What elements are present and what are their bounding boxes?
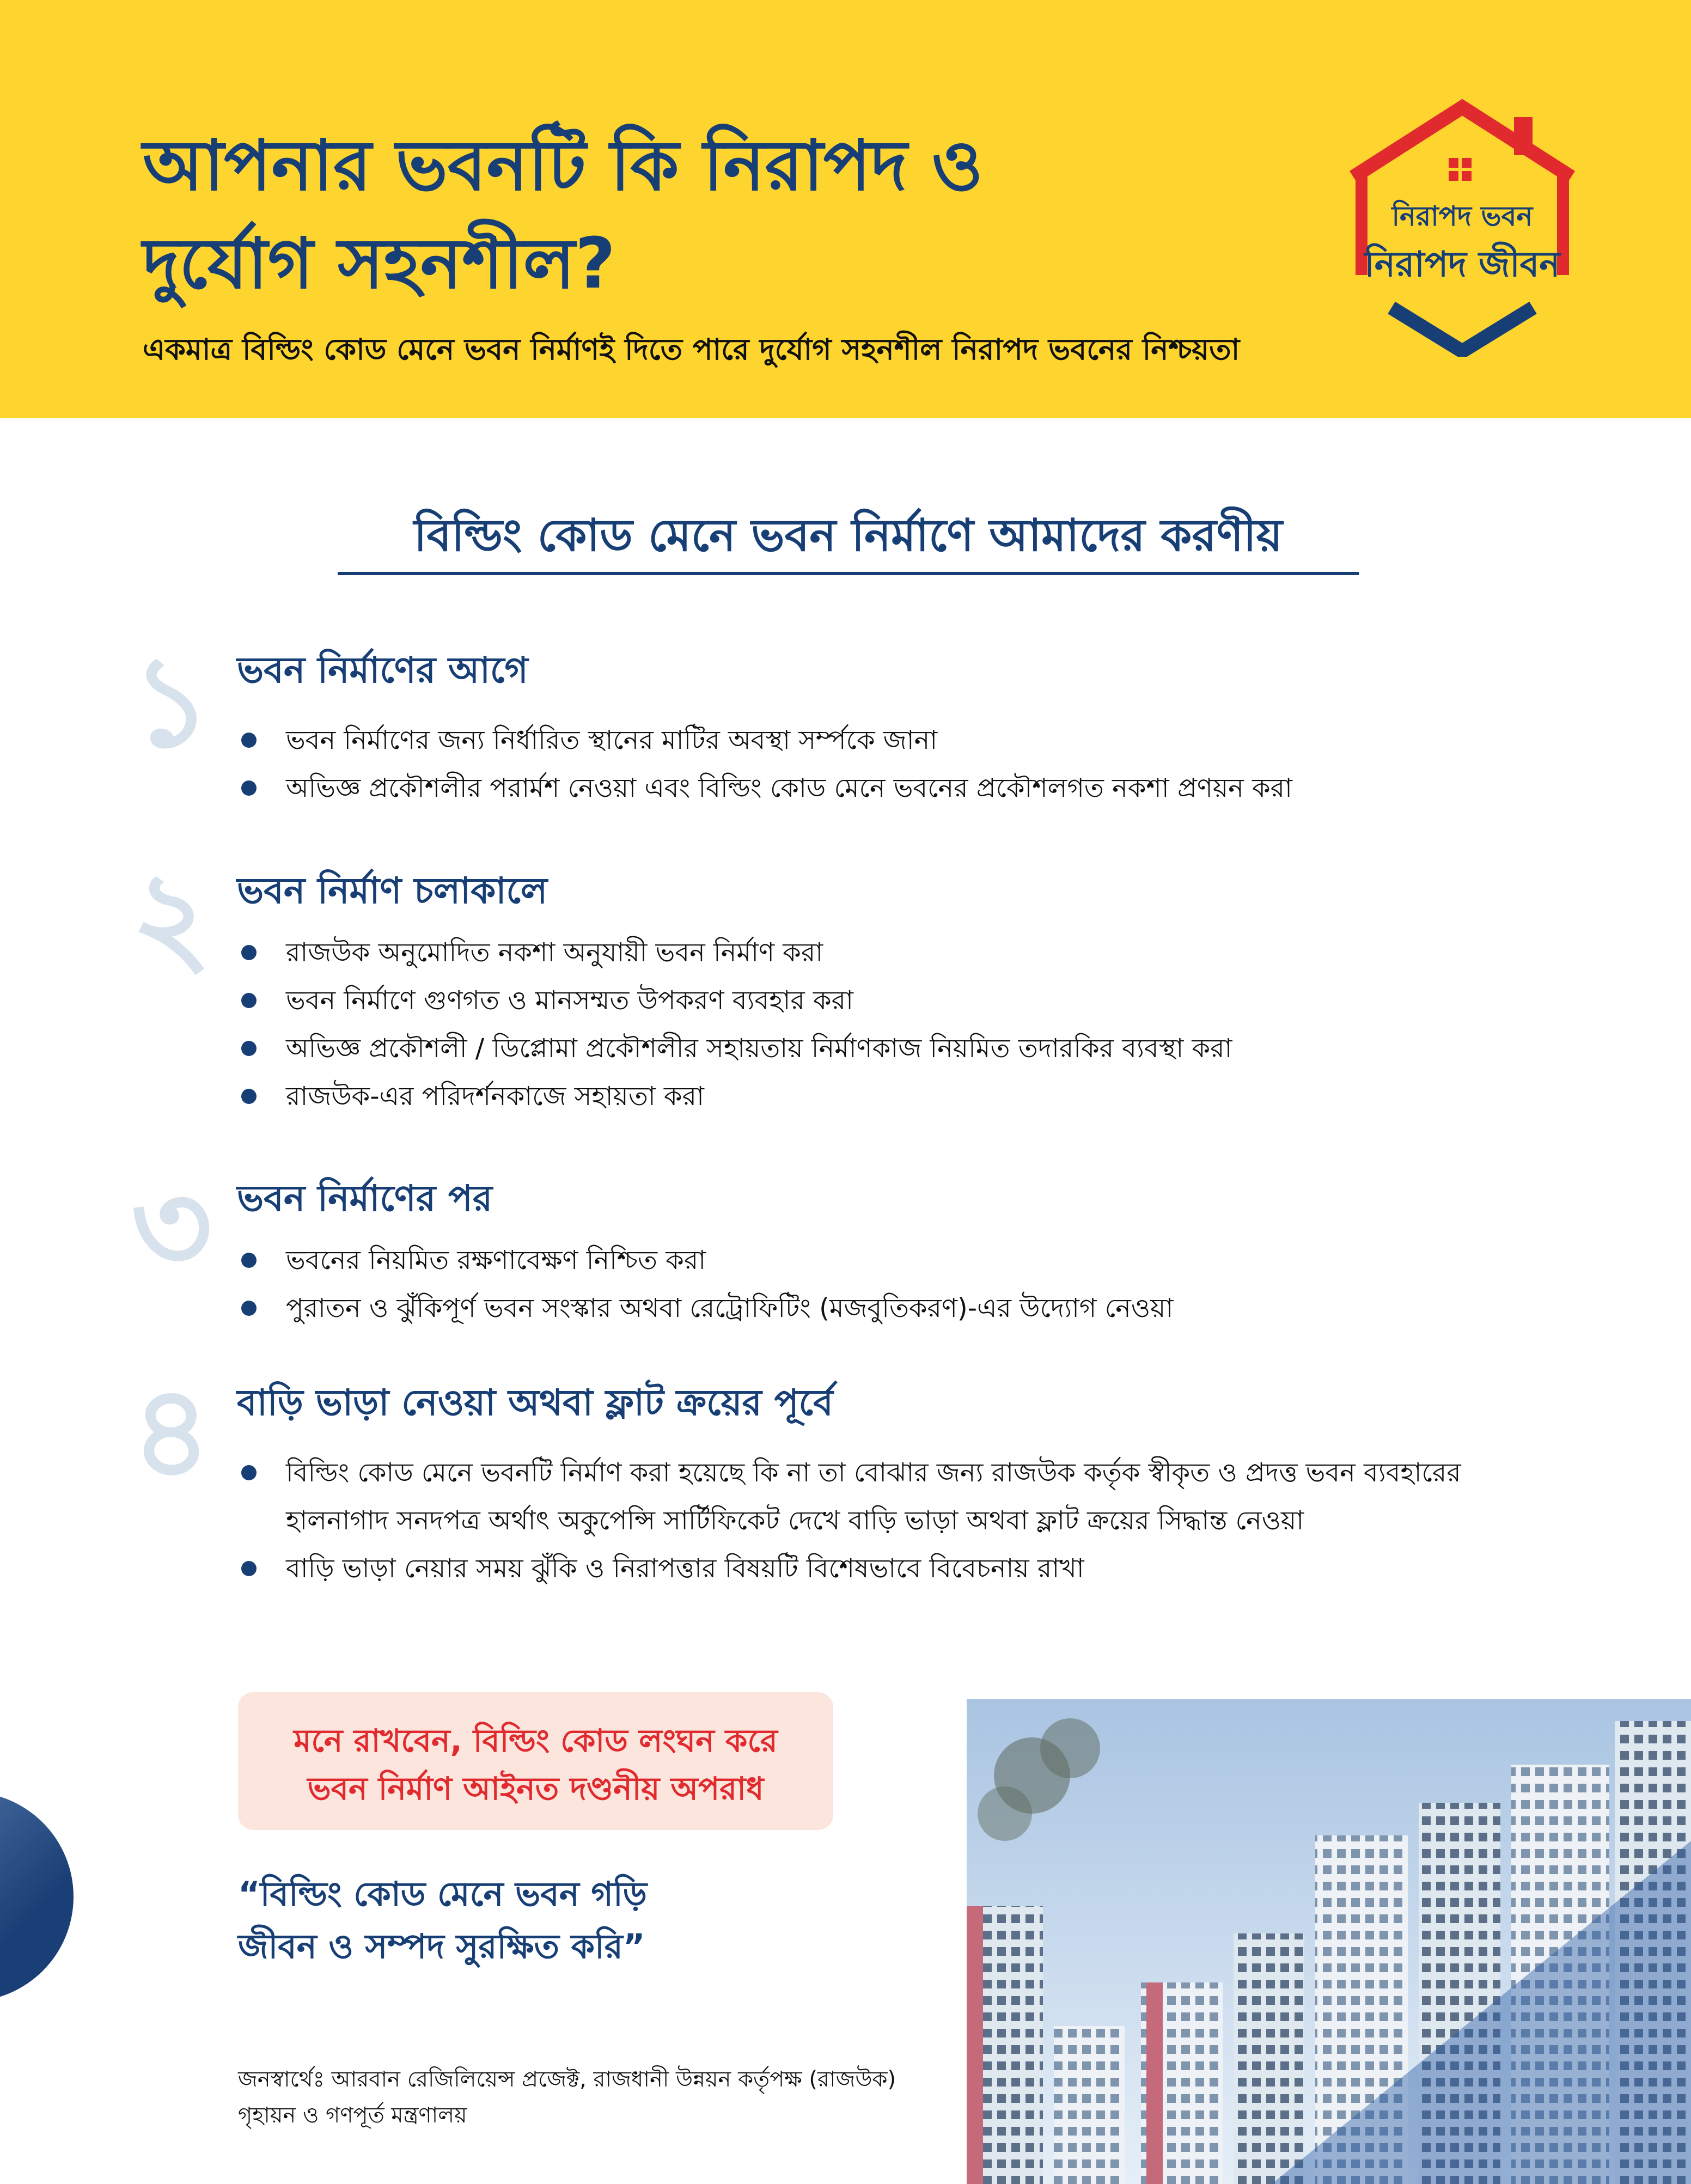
step-number-1: ১	[131, 630, 212, 775]
bullet-icon	[241, 945, 257, 960]
buildings-photo	[967, 1699, 1691, 2184]
bullet-icon	[241, 1465, 257, 1480]
quote-line-2: জীবন ও সম্পদ সুরক্ষিত করি”	[238, 1926, 645, 1966]
warning-text	[238, 1717, 833, 1813]
list-item: অভিজ্ঞ প্রকৌশলী / ডিপ্লোমা প্রকৌশলীর সহায়তায় নির্মাণকাজ নিয়মিত তদারকির ব্যবস্থা করা	[237, 1024, 1544, 1072]
step-title-1: ভবন নির্মাণের আগে	[237, 649, 528, 691]
warning-box	[238, 1692, 833, 1830]
warning-line-1: মনে রাখবেন, বিল্ডিং কোড লংঘন করে	[294, 1722, 778, 1759]
step-1-list	[237, 716, 1544, 812]
bullet-icon	[241, 1041, 257, 1056]
step-number-2: ২	[131, 845, 212, 990]
bullet-icon	[241, 733, 257, 748]
list-item: ভবন নির্মাণে গুণগত ও মানসম্মত উপকরণ ব্যবহার করা	[237, 977, 1544, 1024]
section-divider	[338, 572, 1359, 575]
step-title-3: ভবন নির্মাণের পর	[237, 1178, 493, 1219]
page-subtitle: একমাত্র বিল্ডিং কোড মেনে ভবন নির্মাণই দিতে পারে দুর্যোগ সহনশীল নিরাপদ ভবনের নিশ্চয়তা	[143, 332, 1240, 367]
list-item: রাজউক অনুমোদিত নকশা অনুযায়ী ভবন নির্মাণ করা	[237, 929, 1544, 977]
list-item: বিল্ডিং কোড মেনে ভবনটি নির্মাণ করা হয়েছে কি না তা বোঝার জন্য রাজউক কর্তৃক স্বীকৃত ও প্রদত্ত ভবন ব্যবহারের হালনাগাদ সনদপত্র অর্থাৎ অকুপেন্সি সার্টিফিকেট দেখে বাড়ি ভাড়া অথবা ফ্লাট ক্রয়ের সিদ্ধান্ত নেওয়া	[237, 1449, 1566, 1545]
bullet-icon	[241, 1253, 257, 1268]
step-number-3: ৩	[131, 1155, 212, 1301]
page-title	[143, 117, 1232, 313]
header-banner	[0, 0, 1691, 418]
bullet-icon	[241, 1561, 257, 1576]
step-2-list	[237, 929, 1544, 1120]
title-line-2: দুর্যোগ সহনশীল?	[143, 223, 616, 304]
logo-text-2: নিরাপদ জীবন	[1364, 245, 1560, 285]
list-item: ভবন নির্মাণের জন্য নির্ধারিত স্থানের মাটির অবস্থা সর্ম্পকে জানা	[237, 716, 1544, 764]
warning-line-2: ভবন নির্মাণ আইনত দণ্ডনীয় অপরাধ	[307, 1770, 764, 1807]
list-item: রাজউক-এর পরিদর্শনকাজে সহায়তা করা	[237, 1072, 1544, 1120]
bullet-icon	[241, 1089, 257, 1104]
step-title-4: বাড়ি ভাড়া নেওয়া অথবা ফ্লাট ক্রয়ের পূর্বে	[237, 1382, 833, 1424]
step-3-list	[237, 1236, 1544, 1332]
list-item: অভিজ্ঞ প্রকৌশলীর পরার্মশ নেওয়া এবং বিল্ডিং কোড মেনে ভবনের প্রকৌশলগত নকশা প্রণয়ন করা	[237, 764, 1544, 812]
decorative-circle	[0, 1792, 74, 2002]
logo	[1345, 95, 1579, 357]
footer-line-1: জনস্বার্থেঃ আরবান রেজিলিয়েন্স প্রজেক্ট, রাজধানী উন্নয়ন কর্তৃপক্ষ (রাজউক)	[238, 2067, 896, 2092]
list-item: বাড়ি ভাড়া নেয়ার সময় ঝুঁকি ও নিরাপত্তার বিষয়টি বিশেষভাবে বিবেচনায় রাখা	[237, 1545, 1566, 1593]
bullet-icon	[241, 993, 257, 1008]
footer-credit	[238, 2061, 946, 2133]
quote-line-1: “বিল্ডিং কোড মেনে ভবন গড়ি	[238, 1874, 648, 1914]
section-heading: বিল্ডিং কোড মেনে ভবন নির্মাণে আমাদের করণীয়	[414, 510, 1283, 562]
step-number-4: ৪	[131, 1359, 212, 1505]
logo-text-1: নিরাপদ ভবন	[1391, 200, 1533, 232]
list-item: ভবনের নিয়মিত রক্ষণাবেক্ষণ নিশ্চিত করা	[237, 1236, 1544, 1284]
footer-line-2: গৃহায়ন ও গণপূর্ত মন্ত্রণালয়	[238, 2103, 467, 2128]
buildings-image	[967, 1699, 1691, 2184]
step-4-list	[237, 1449, 1566, 1593]
bullet-icon	[241, 780, 257, 796]
list-item: পুরাতন ও ঝুঁকিপূর্ণ ভবন সংস্কার অথবা রেট্রোফিটিং (মজবুতিকরণ)-এর উদ্যোগ নেওয়া	[237, 1284, 1544, 1332]
title-line-1: আপনার ভবনটি কি নিরাপদ ও	[143, 125, 983, 206]
bullet-icon	[241, 1301, 257, 1316]
slogan-quote	[238, 1868, 892, 1973]
step-title-2: ভবন নির্মাণ চলাকালে	[237, 870, 548, 912]
